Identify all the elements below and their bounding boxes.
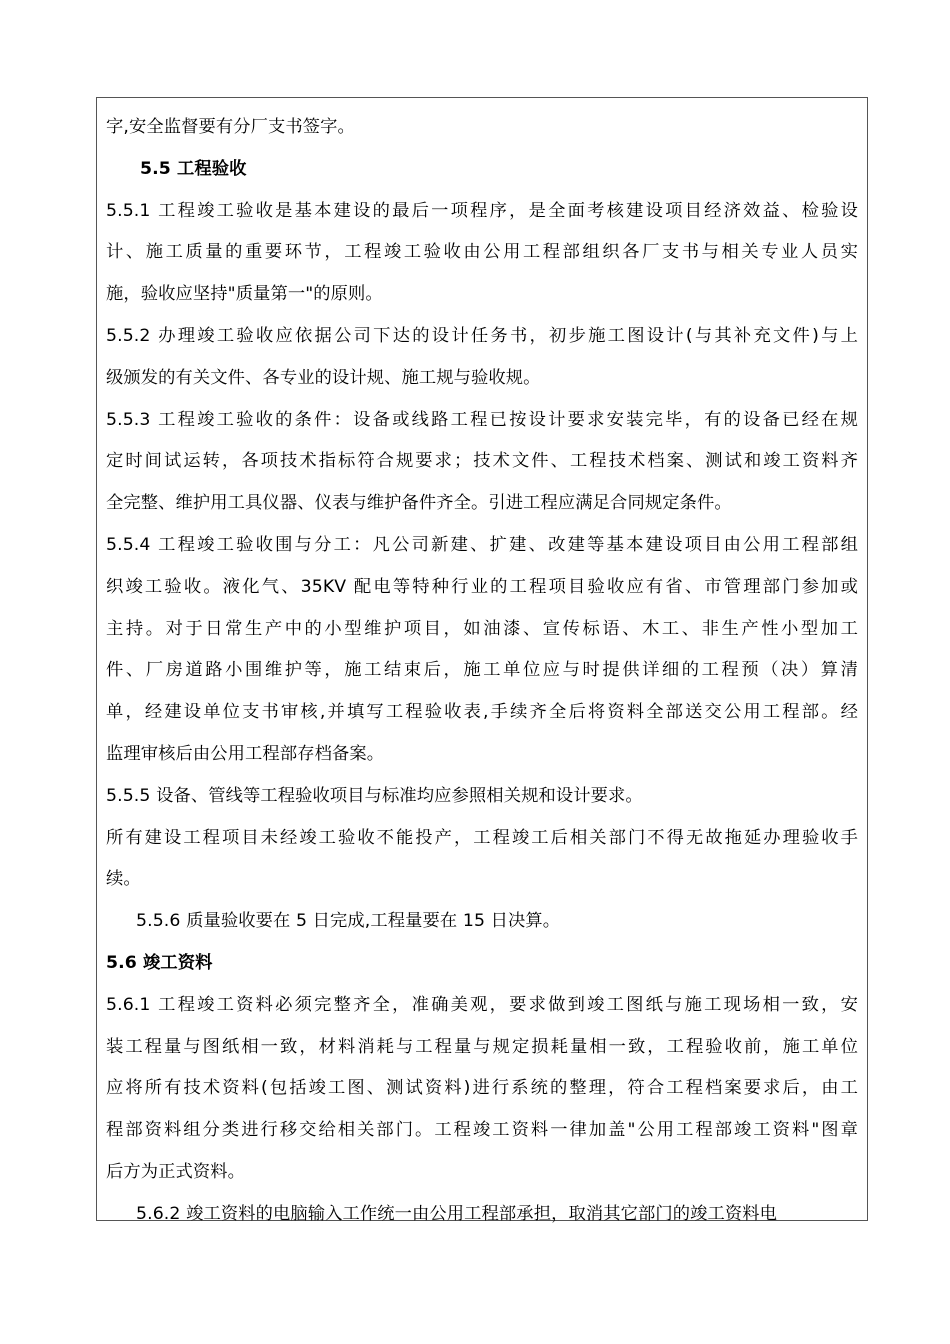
document-frame (96, 97, 868, 1224)
text-line: 织竣工验收。液化气、35KV 配电等特种行业的工程项目验收应有省、市管理部门参加或 (106, 576, 858, 597)
text-line: 施，验收应坚持"质量第一"的原则。 (106, 284, 383, 305)
section-heading-5-6: 5.6 竣工资料 (106, 952, 213, 973)
text-line: 字,安全监督要有分厂支书签字。 (106, 117, 355, 137)
text-line: 主持。对于日常生产中的小型维护项目，如油漆、宣传标语、木工、非生产性小型加工 (106, 618, 858, 639)
text-line: 5.5.5 设备、管线等工程验收项目与标准均应参照相关规和设计要求。 (106, 785, 643, 806)
section-heading-5-5: 5.5 工程验收 (140, 158, 247, 179)
text-line: 监理审核后由公用工程部存档备案。 (106, 743, 385, 764)
text-line: 续。 (106, 869, 141, 890)
text-line: 级颁发的有关文件、各专业的设计规、施工规与验收规。 (106, 367, 541, 388)
text-line: 计、施工质量的重要环节，工程竣工验收由公用工程部组织各厂支书与相关专业人员实 (106, 242, 858, 263)
text-line: 5.6.1 工程竣工资料必须完整齐全，准确美观，要求做到竣工图纸与施工现场相一致，安 (106, 994, 858, 1015)
document-body (106, 112, 858, 1241)
text-line: 定时间试运转，各项技术指标符合规要求；技术文件、工程技术档案、测试和竣工资料齐 (106, 451, 858, 472)
text-line: 单，经建设单位支书审核,并填写工程验收表,手续齐全后将资料全部送交公用工程部。经 (106, 702, 858, 723)
text-line: 5.5.2 办理竣工验收应依据公司下达的设计任务书，初步施工图设计(与其补充文件)与上 (106, 325, 858, 346)
text-line: 后方为正式资料。 (106, 1161, 246, 1182)
text-line: 应将所有技术资料(包括竣工图、测试资料)进行系统的整理，符合工程档案要求后，由工 (106, 1078, 858, 1099)
text-line: 5.6.2 竣工资料的电脑输入工作统一由公用工程部承担，取消其它部门的竣工资料电 (136, 1203, 778, 1224)
text-line: 程部资料组分类进行移交给相关部门。工程竣工资料一律加盖"公用工程部竣工资料"图章 (106, 1120, 858, 1141)
text-line: 全完整、维护用工具仪器、仪表与维护备件齐全。引进工程应满足合同规定条件。 (106, 493, 732, 514)
text-line: 5.5.4 工程竣工验收围与分工：凡公司新建、扩建、改建等基本建设项目由公用工程部组 (106, 534, 858, 555)
text-line: 5.5.6 质量验收要在 5 日完成,工程量要在 15 日决算。 (136, 911, 561, 932)
text-line: 5.5.1 工程竣工验收是基本建设的最后一项程序，是全面考核建设项目经济效益、检验设 (106, 200, 858, 221)
text-line: 所有建设工程项目未经竣工验收不能投产，工程竣工后相关部门不得无故拖延办理验收手 (106, 827, 858, 848)
text-line: 件、厂房道路小围维护等，施工结束后，施工单位应与时提供详细的工程预（决）算清 (106, 660, 858, 681)
text-line: 装工程量与图纸相一致，材料消耗与工程量与规定损耗量相一致，工程验收前，施工单位 (106, 1036, 858, 1057)
text-line: 5.5.3 工程竣工验收的条件：设备或线路工程已按设计要求安装完毕，有的设备已经在规 (106, 409, 858, 430)
